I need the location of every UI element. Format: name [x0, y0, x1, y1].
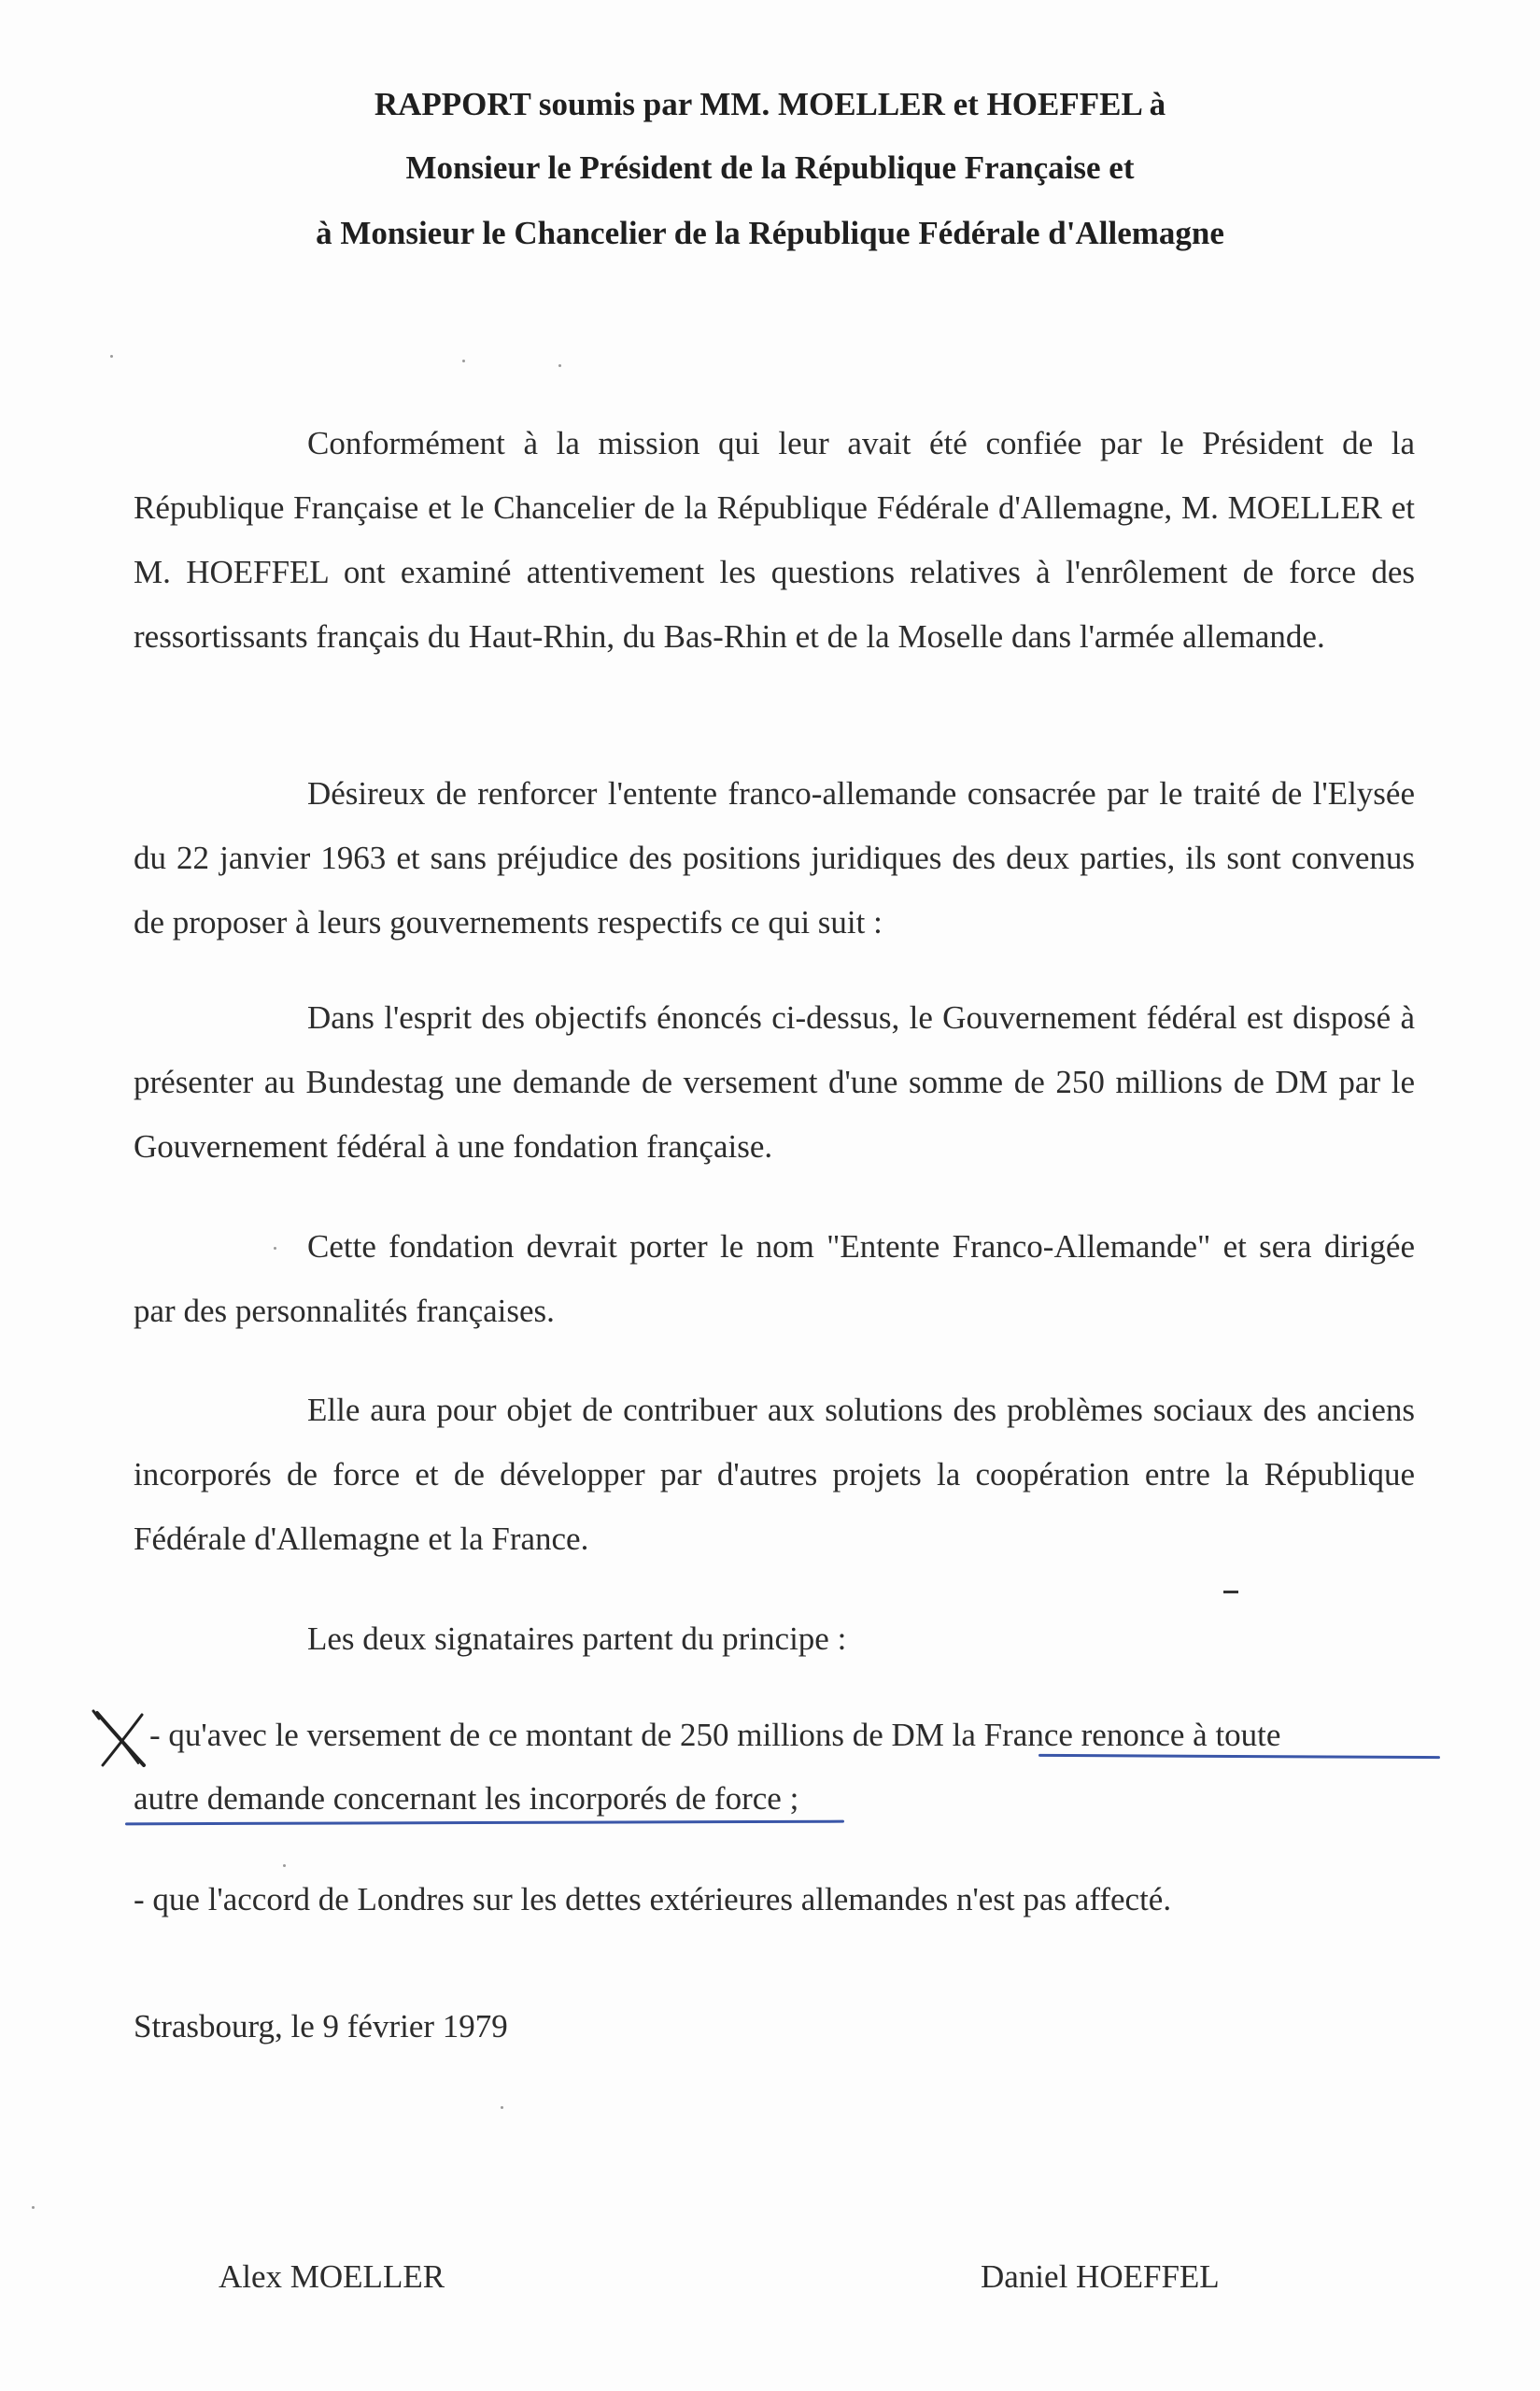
- paragraph-signatories-principle-text: Les deux signataires partent du principe :: [307, 1620, 847, 1657]
- report-title-line-3: à Monsieur le Chancelier de la République Fédérale d'Allemagne: [316, 215, 1224, 251]
- bullet-london-agreement: - que l'accord de Londres sur les dettes extérieures allemandes n'est pas affecté.: [134, 1881, 1172, 1917]
- place-and-date: Strasbourg, le 9 février 1979: [134, 2008, 508, 2044]
- signatory-right: Daniel HOEFFEL: [981, 2258, 1220, 2295]
- paper-speck: [283, 1864, 286, 1867]
- pen-underline: [1038, 1754, 1440, 1759]
- paragraph-foundation-purpose: [134, 1378, 1415, 1571]
- paper-speck: [558, 364, 561, 367]
- paragraph-elysee-treaty: [134, 761, 1415, 955]
- paper-speck: [462, 360, 465, 362]
- ink-mark: [1223, 1591, 1238, 1593]
- handwritten-x-icon: [90, 1709, 151, 1769]
- paragraph-bundestag-payment-text: Dans l'esprit des objectifs énoncés ci-dessus, le Gouvernement fédéral est disposé à présenter au Bundestag une demande de versement d'une somme de 250 millions de DM par le Gouvernement fédéral à une fondation française.: [134, 999, 1415, 1165]
- report-title-line-2: Monsieur le Président de la République Française et: [405, 149, 1135, 186]
- paragraph-elysee-treaty-text: Désireux de renforcer l'entente franco-allemande consacrée par le traité de l'Elysée du 22 janvier 1963 et sans préjudice des positions juridiques des deux parties, ils sont convenus de proposer à leurs gouvernements respectifs ce qui suit :: [134, 775, 1415, 941]
- report-title-line-1: RAPPORT soumis par MM. MOELLER et HOEFFEL à: [374, 86, 1166, 122]
- paper-speck: [274, 1247, 276, 1250]
- paragraph-foundation-name-text: Cette fondation devrait porter le nom "Entente Franco-Allemande" et sera dirigée par des personnalités françaises.: [134, 1228, 1415, 1329]
- paragraph-foundation-name: [134, 1214, 1415, 1343]
- paper-speck: [32, 2206, 35, 2209]
- paragraph-signatories-principle: [134, 1606, 1415, 1671]
- signatory-left: Alex MOELLER: [219, 2258, 445, 2295]
- paper-speck: [501, 2106, 503, 2109]
- paragraph-mission: [134, 411, 1415, 669]
- pen-underline: [125, 1820, 844, 1826]
- paragraph-foundation-purpose-text: Elle aura pour objet de contribuer aux solutions des problèmes sociaux des anciens incorporés de force et de développer par d'autres projets la coopération entre la République Fédérale d'Allemagne et la France.: [134, 1392, 1415, 1557]
- bullet-renunciation-line-1: - qu'avec le versement de ce montant de 250 millions de DM la France renonce à toute: [149, 1717, 1281, 1753]
- paragraph-bundestag-payment: [134, 985, 1415, 1179]
- paper-speck: [110, 355, 113, 358]
- paragraph-mission-text: Conformément à la mission qui leur avait été confiée par le Président de la République Française et le Chancelier de la République Fédérale d'Allemagne, M. MOELLER et M. HOEFFEL ont examiné attentivement les questions relatives à l'enrôlement de force des ressortissants français du Haut-Rhin, du Bas-Rhin et de la Moselle dans l'armée allemande.: [134, 425, 1415, 655]
- bullet-renunciation-line-2: autre demande concernant les incorporés de force ;: [134, 1780, 799, 1817]
